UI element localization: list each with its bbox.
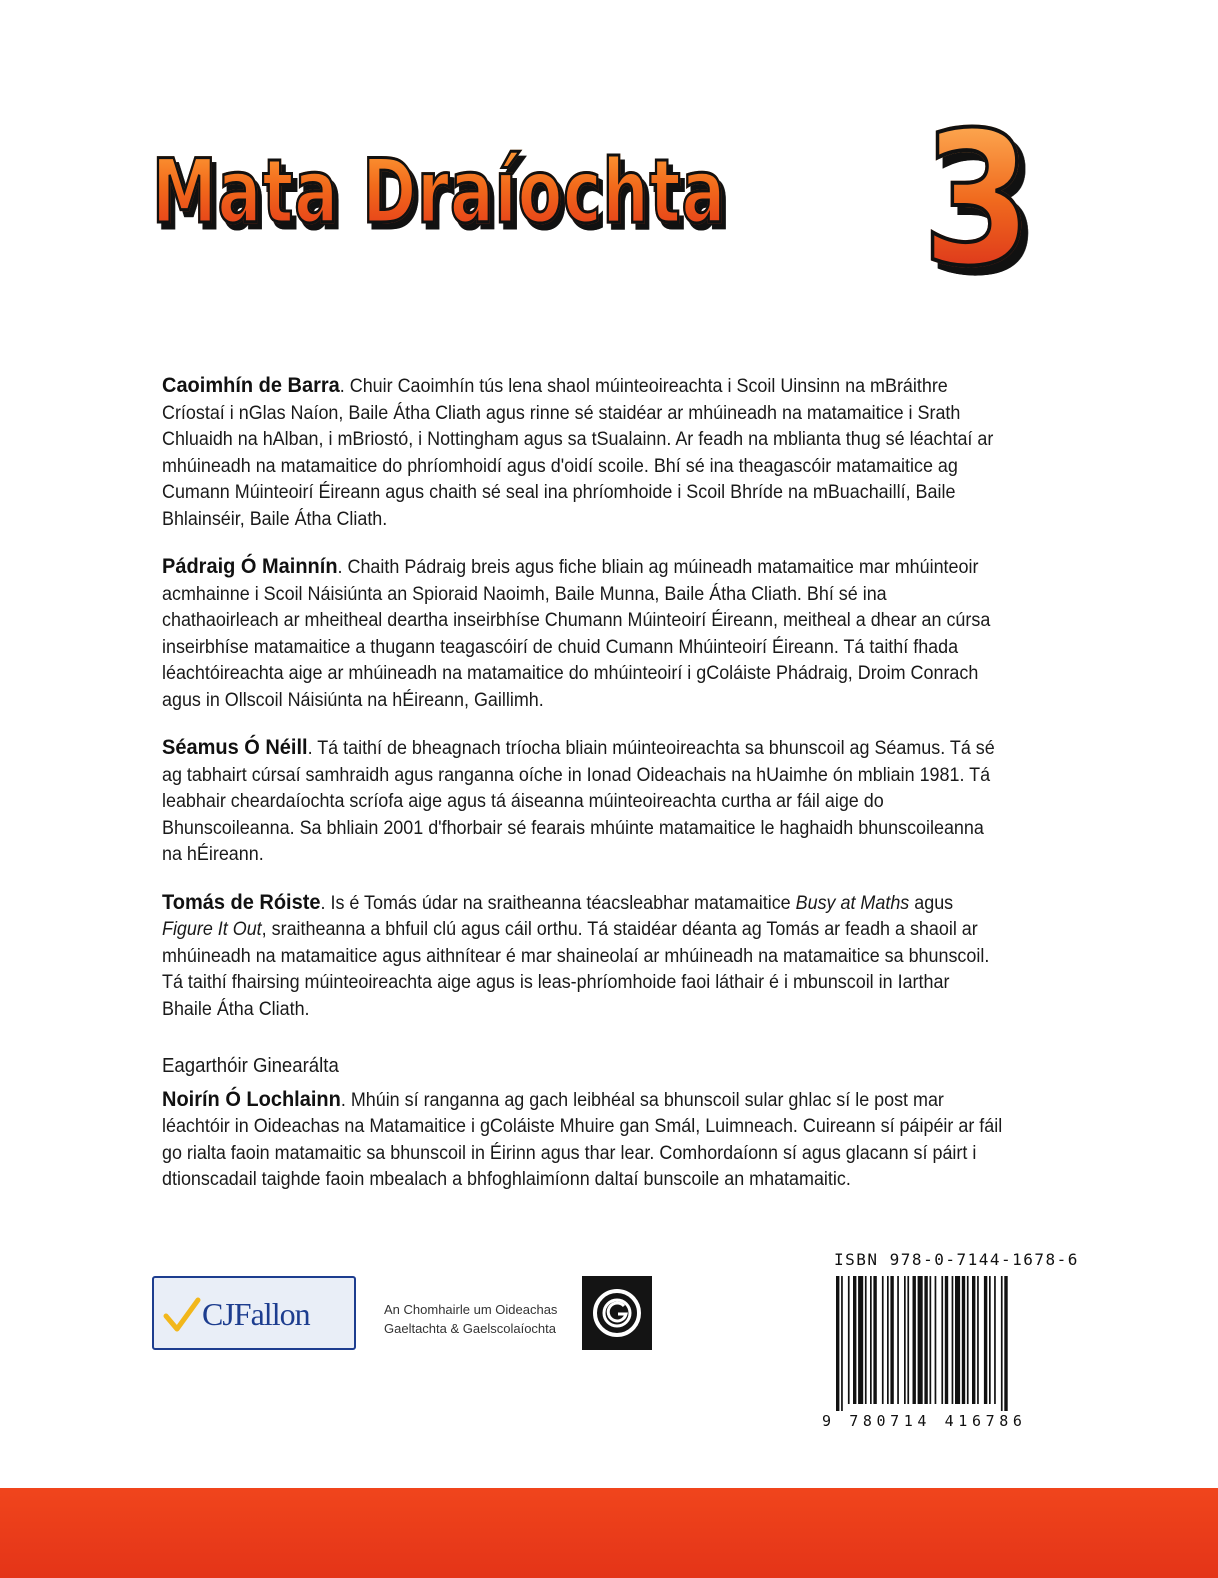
checkmark-icon (162, 1296, 202, 1336)
cjfallon-logo (152, 1276, 356, 1350)
barcode-bar (865, 1276, 867, 1404)
book-series-title: Figure It Out (162, 919, 262, 940)
author-bio-text: . Tá taithí de bheagnach tríocha bliain múinteoireachta sa bhunscoil ag Séamus. Tá sé ag tabhairt cúrsaí samhraidh agus ranganna oíche in Ionad Oideachais na hUaimhe ón mbliain 1981. Tá leabhair cheardaíochta scríofa aige agus tá áiseanna múinteoireachta curtha ar fáil aige do Bhunscoileanna. Sa bhliain 2001 d'fhorbair sé fearais mhúinte matamaitice le haghaidh bhunscoileanna na hÉireann. (162, 738, 995, 865)
barcode-bar (887, 1276, 889, 1404)
barcode-bar (907, 1276, 909, 1404)
barcode-bar (858, 1276, 863, 1404)
author-bio-text: , sraitheanna a bhfuil clú agus cáil orthu. Tá staidéar déanta ag Tomás ar feadh a shaoil ar mhúineadh na matamaitice agus aithnítear é mar shaineolaí ar mhúineadh na matamaitice sa bhunscoil. Tá taithí fhairsing múinteoireachta aige agus is leas-phríomhoide faoi láthair é i mbunscoil in Iarthar Bhaile Átha Cliath. (162, 919, 990, 1020)
barcode-bar (945, 1276, 948, 1404)
cogg-logo (582, 1276, 652, 1350)
barcode-bar (1001, 1276, 1003, 1411)
barcode-digits: 9 780714 416786 (822, 1412, 1027, 1430)
author-bio-text: . Chuir Caoimhín tús lena shaol múinteoireachta i Scoil Uinsinn na mBráithre Críostaí i nGlas Naíon, Baile Átha Cliath agus rinne sé staidéar ar mhúineadh na matamaitice i Srath Chluaidh na hAlban, i mBriostó, i Nottingham agus sa tSualainn. Ar feadh na mblianta thug sé léachtaí ar mhúineadh na matamaitice do phríomhoidí agus d'oidí scoile. Bhí sé ina theagascóir matamaitice ag Cumann Múinteoirí Éireann agus chaith sé seal ina phríomhoide i Scoil Bhríde na mBuachaillí, Baile Bhlainséir, Baile Átha Cliath. (162, 376, 994, 530)
barcode-bar (853, 1276, 856, 1404)
book-series-title: Busy at Maths (795, 892, 910, 914)
author-name: Pádraig Ó Mainnín (162, 554, 338, 578)
editor-bio-text: . Mhúin sí ranganna ag gach leibhéal sa bhunscoil sular ghlac sí le post mar léachtóir in Oideachas na Matamaitice i gColáiste Mhuire gan Smál, Luimneach. Cuireann sí páipéir ar fáil go rialta faoin matamaitic sa bhunscoil in Éirinn agus thar lear. Comhordaíonn sí agus glacann sí páirt i dtionscadail taighde faoin mbealach a bhfoghlaimíonn daltaí bunscoile an mhatamaitic. (162, 1089, 1003, 1190)
author-name: Caoimhín de Barra (162, 373, 340, 397)
barcode-bar (972, 1276, 975, 1404)
author-bio-text: . Is é Tomás údar na sraitheanna téacsleabhar matamaitice (320, 892, 796, 914)
barcode-bar (955, 1276, 960, 1404)
barcode-bar (930, 1276, 932, 1404)
barcode-bar (941, 1276, 943, 1404)
barcode-bar (962, 1276, 965, 1404)
author-name: Séamus Ó Néill (162, 735, 308, 759)
cjfallon-wordmark: CJFallon (202, 1296, 310, 1332)
editor-bio (162, 1086, 1004, 1194)
cogg-emblem-icon (582, 1276, 652, 1350)
barcode-bar (873, 1276, 876, 1404)
barcode (834, 1276, 1050, 1411)
barcode-bar (935, 1276, 937, 1404)
barcode-bar (897, 1276, 899, 1404)
barcode-bar (977, 1276, 979, 1404)
author-name: Tomás de Róiste (162, 889, 321, 914)
author-bio (162, 553, 1004, 714)
barcode-bar (904, 1276, 906, 1404)
barcode-bar (841, 1276, 843, 1411)
editor-name: Noirín Ó Lochlainn (162, 1086, 341, 1111)
barcode-bar (989, 1276, 991, 1404)
barcode-bar (1004, 1276, 1007, 1411)
barcode-bar (890, 1276, 893, 1404)
author-bio-text: agus (909, 892, 954, 914)
barcode-bar (967, 1276, 969, 1404)
author-bio (162, 889, 1004, 1024)
barcode-bar (924, 1276, 927, 1404)
book-volume-number: 3 (922, 93, 1033, 307)
author-bio (162, 372, 1004, 533)
footer-band (0, 1488, 1218, 1578)
barcode-bar (952, 1276, 954, 1404)
editor-label: Eagarthóir Ginearálta (162, 1055, 339, 1077)
barcode-bar (848, 1276, 850, 1404)
barcode-bar (994, 1276, 996, 1404)
cogg-name-line: Gaeltachta & Gaelscolaíochta (384, 1321, 556, 1336)
cogg-name (384, 1300, 584, 1338)
barcode-bar (836, 1276, 839, 1411)
cogg-name-line: An Chomhairle um Oideachas (384, 1302, 558, 1317)
author-bio-text: . Chaith Pádraig breis agus fiche bliain ag múineadh matamaitice mar mhúinteoir acmhainne i Scoil Náisiúnta an Spioraid Naoimh, Baile Munna, Baile Átha Cliath. Bhí sé ina chathaoirleach ar mheitheal deartha inseirbhíse Chumann Múinteoirí Éireann, meitheal a dhear an cúrsa inseirbhíse matamaitice a thugann teagascóirí de chuid Cumann Mhúinteoirí Éireann. Tá taithí fhada léachtóireachta aige ar mhúineadh na matamaitice do mhúinteoirí i gColáiste Phádraig, Droim Conrach agus in Ollscoil Náisiúnta na hÉireann, Gaillimh. (162, 557, 991, 711)
barcode-bar (918, 1276, 923, 1404)
barcode-bar (984, 1276, 987, 1404)
cover-title-block (152, 93, 1052, 308)
barcode-bar (882, 1276, 884, 1404)
author-bio (162, 734, 1004, 869)
book-title: Mata Draíochta (152, 140, 727, 243)
author-biographies (162, 372, 1004, 1214)
barcode-bar (913, 1276, 916, 1404)
barcode-bar (870, 1276, 872, 1404)
isbn-label: ISBN 978-0-7144-1678-6 (834, 1250, 1079, 1269)
